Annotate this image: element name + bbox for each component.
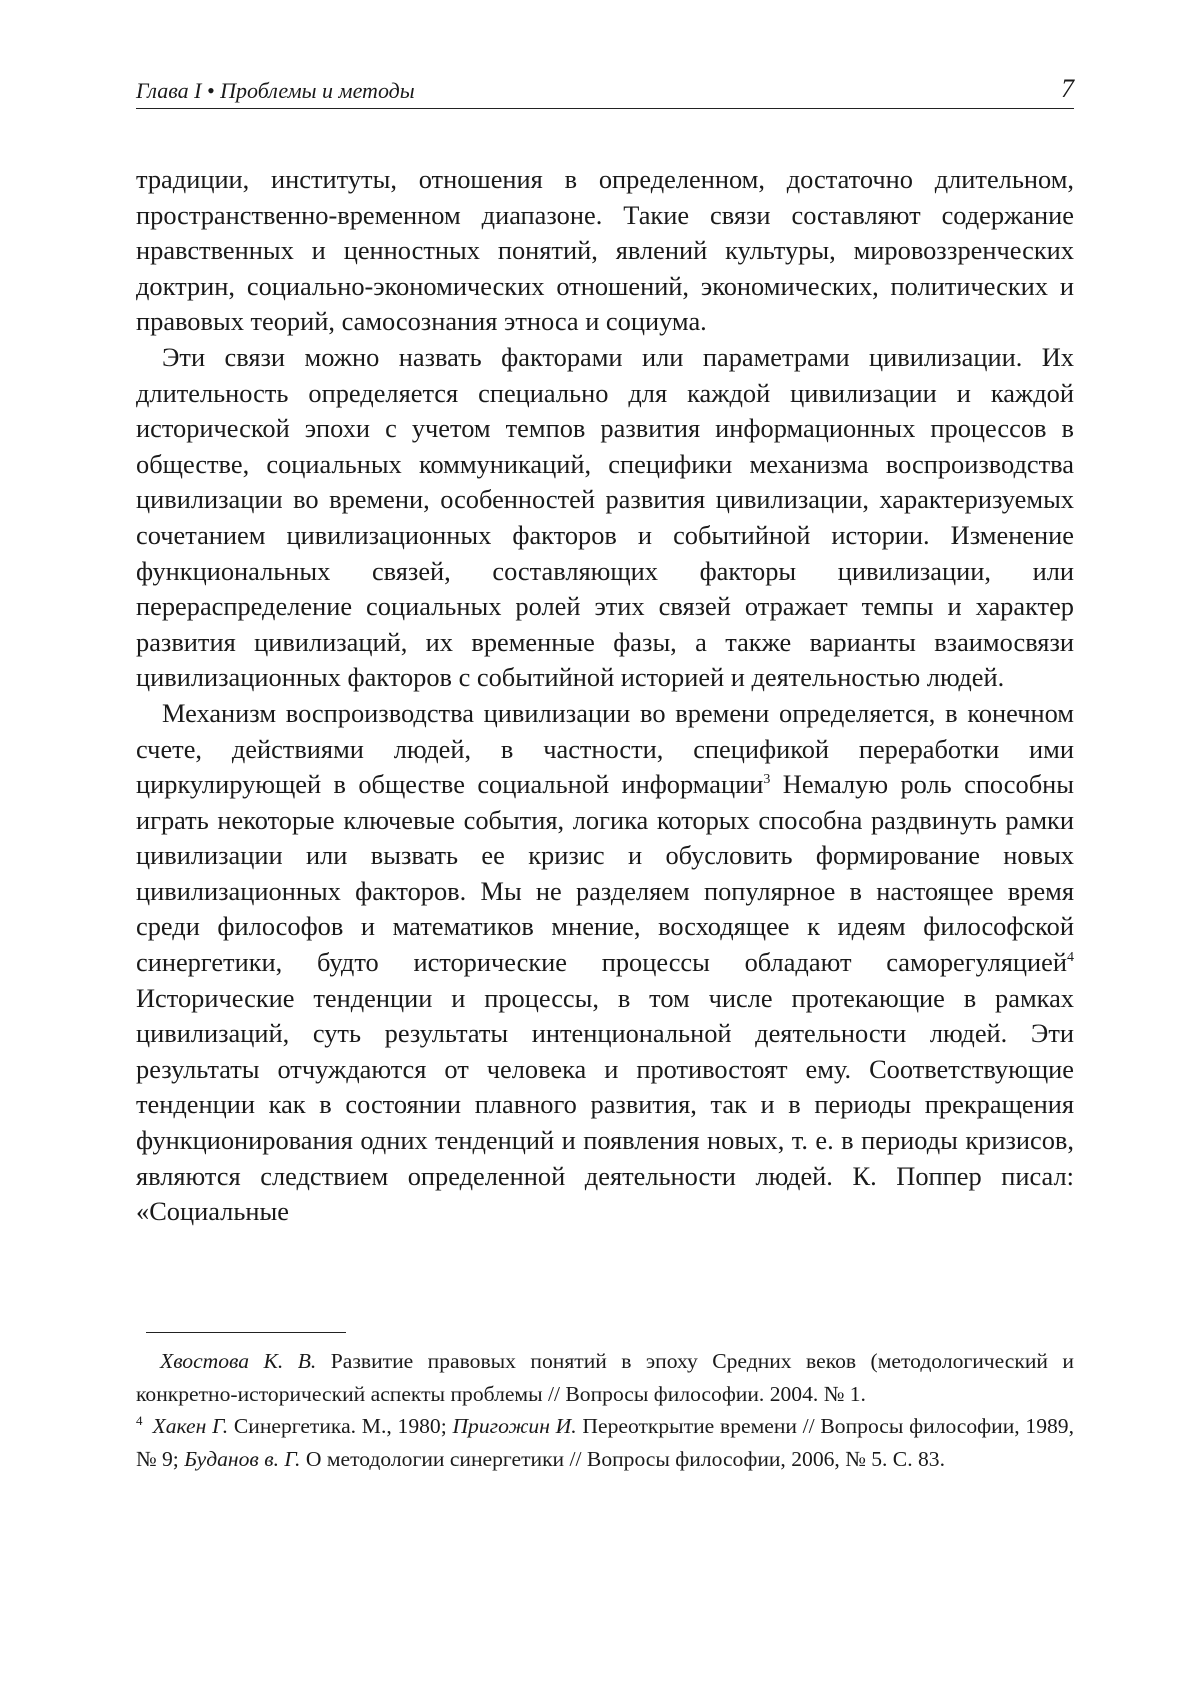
footnote-4-author-1: Хакен Г. [153, 1414, 229, 1438]
running-header [136, 76, 1074, 109]
footnote-3 [136, 1345, 1074, 1410]
footnote-4-text-1: Синергетика. М., 1980; [228, 1414, 452, 1438]
footnote-4-text-3: О методологии синергетики // Вопросы фило­софии, 2006, № 5. С. 83. [300, 1447, 945, 1471]
paragraph-2: Эти связи можно назвать факторами или параметрами цивилизации. Их длительность определяется специально для каждой цивилизации и каждой исторической эпохи с учетом темпов развития информационных процессов в обществе, социальных коммуникаций, специфики механиз­ма воспроизводства цивилизации во времени, особенностей развития цивилизации, характеризуемых сочетанием цивилизационных факто­ров и событийной истории. Изменение функциональных связей, состав­ляющих факторы цивилизации, или перераспределение социальных ро­лей этих связей отражает темпы и характер развития цивилизаций, их временные фазы, а также варианты взаимосвязи цивилизационных фак­торов с событийной историей и деятельностью людей. [136, 340, 1074, 696]
paragraph-3-text-c: Исторические тенденции и процессы, в том числе протекающие в рамках цивилизаций, суть результаты интенци­ональной деятельности людей. Эти результаты отчуждаются от человека и противостоят ему. Соответствующие тенденции как в состоянии плав­ного развития, так и в периоды прекращения функционирования одних тенденций и появления новых, т. е. в периоды кризисов, являются следс­твием определенной деятельности людей. К. Поппер писал: «Социальные [136, 983, 1074, 1227]
footnote-4-mark: 4 [136, 1413, 143, 1428]
chapter-title: Глава I • Проблемы и методы [136, 76, 415, 106]
footnote-4-author-2: Пригожин И. [452, 1414, 576, 1438]
footnote-ref-4[interactable]: 4 [1067, 950, 1074, 965]
paragraph-1: традиции, институты, отношения в определенном, достаточно длитель­ном, пространственно-временном диапазоне. Такие связи составля­ют содержание нравственных и ценностных понятий, явлений культу­ры, мировоззренческих доктрин, социально-экономических отношений, экономических, политических и правовых теорий, самосознания этно­са и социума. [136, 162, 1074, 340]
paragraph-3-text-b: Немалую роль способны играть некоторые ключевые события, логика которых спо­собна раздвинуть рамки цивилизации или вызвать ее кризис и обусло­вить формирование новых цивилизационных факторов. Мы не разделяем популярное в настоящее время среди философов и математиков мнение, восходящее к идеям философской синергетики, будто исторические про­цессы обладают саморегуляцией [136, 769, 1074, 977]
book-page [0, 0, 1200, 1699]
footnote-3-text: Развитие правовых понятий в эпоху Средних веков (методоло­гический и конкретно-исторический аспекты проблемы // Вопросы философии. 2004. № 1. [136, 1349, 1074, 1406]
main-text [136, 162, 1074, 1230]
page-number: 7 [1061, 74, 1074, 104]
footnote-4-author-3: Буданов в. Г. [184, 1447, 300, 1471]
paragraph-3 [136, 696, 1074, 1230]
footnote-4 [136, 1410, 1074, 1475]
footnote-ref-3[interactable]: 3 [763, 772, 770, 787]
footnote-3-author: Хвостова К. В. [160, 1349, 316, 1373]
footnote-4-text-2: Переоткрытие времени // Вопросы философии, 1989, № 9; [136, 1414, 1074, 1471]
footnotes [136, 1345, 1074, 1475]
paragraph-3-text-a: Механизм воспроизводства цивилизации во времени определяется, в конечном счете, действиями людей, в частности, спецификой переработ­ки ими циркулирующей в обществе социальной информации [136, 698, 1074, 799]
footnote-separator [146, 1332, 346, 1333]
